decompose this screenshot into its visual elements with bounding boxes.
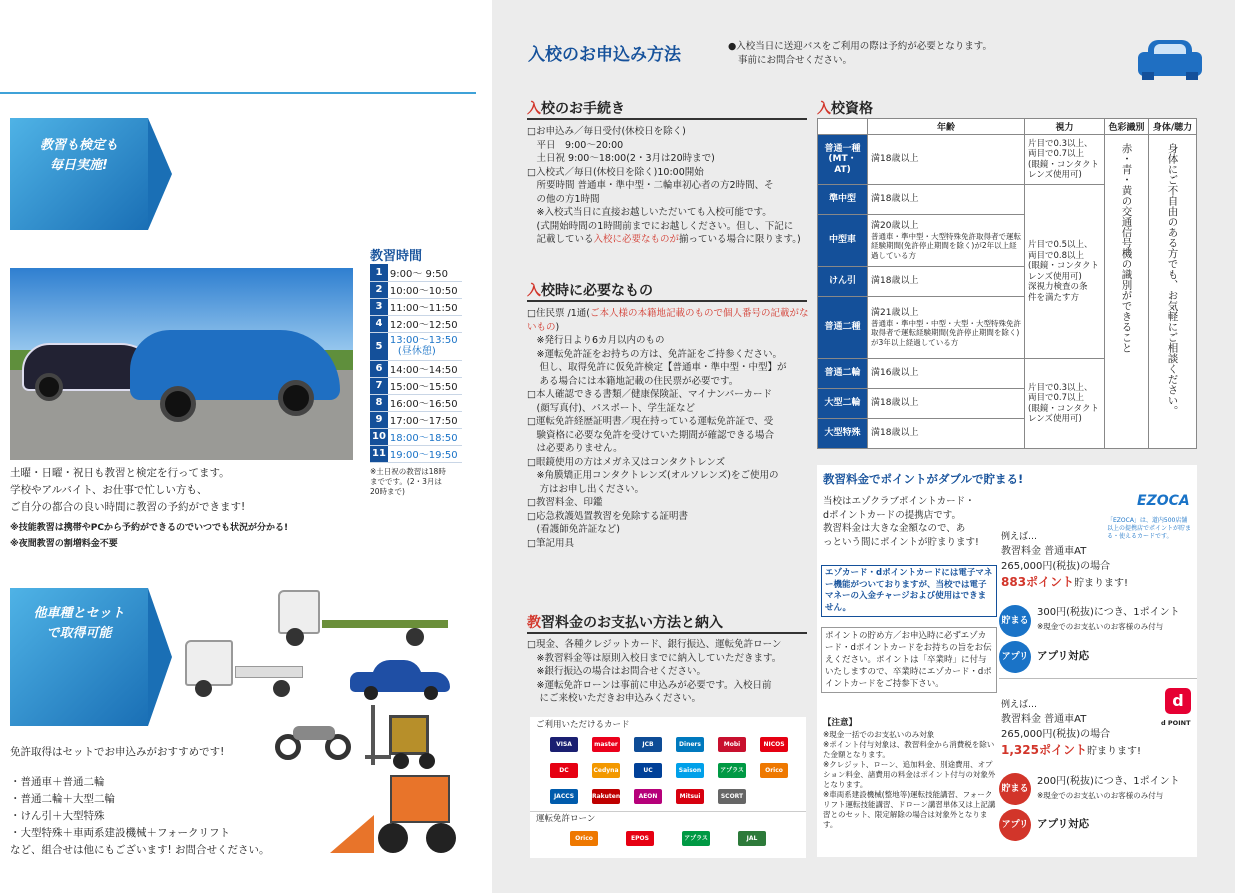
example-label: 例えば… <box>1001 532 1038 542</box>
vision-requirement: 片目で0.5以上、 両目で0.8以上 (眼鏡・コンタクト レンズ使用可) 深視力検査の条 件を満たす方 <box>1025 185 1105 359</box>
section-title-requirements <box>527 280 653 300</box>
text-line: 土日祝 9:00～18:00(2・3月は20時まで) <box>527 153 715 164</box>
points-tail: 貯まります! <box>1074 578 1129 589</box>
text-line: 平日 9:00～20:00 <box>527 139 624 151</box>
license-type: 普通二種 <box>818 297 868 359</box>
license-type: けん引 <box>818 267 868 297</box>
highlight-text: ご本人様の本籍地記載のもので個人番号の記載がないもの <box>527 308 809 333</box>
points-title: 教習料金でポイントがダブルで貯まる! <box>823 472 1024 486</box>
motorcycle-icon <box>275 712 353 762</box>
text-line: (式開始時間の1時間前までにお越しください。但し、下記に <box>527 220 794 232</box>
points-intro: 当校はエゾクラブポイントカード・ dポイントカードの提携店です。 教習料金は大きな金額なので、あ っという間にポイントが貯まります! <box>823 496 979 548</box>
car-icon <box>1138 40 1202 80</box>
section-title-procedure <box>527 98 625 118</box>
text-line: の他の方1時間 <box>527 193 600 205</box>
text-line: □お申込み／毎日受付(休校日を除く) <box>527 126 686 137</box>
column-header: 色彩識別 <box>1105 119 1149 135</box>
text-line: 所要時間 普通車・準中型・二輪車初心者の方2時間、そ <box>527 180 774 191</box>
small-truck-icon <box>185 640 303 698</box>
text-line: □応急救護処置教習を免除する証明書 <box>527 510 688 522</box>
set-item: ・普通車＋普通二輪 <box>10 776 105 788</box>
text-line: □眼鏡使用の方はメガネ又はコンタクトレンズ <box>527 456 726 468</box>
text-line: □入校式／毎日(休校日を除く)10:00開始 <box>527 166 704 178</box>
period-number: 8 <box>370 394 388 411</box>
text-line: ※運転免許ローンは事前に申込みが必要です。入校日前 <box>527 679 772 691</box>
aeon-icon: AEON <box>634 789 662 804</box>
saison-icon: Saison <box>676 763 704 778</box>
visa-icon: VISA <box>550 737 578 752</box>
period-number: 3 <box>370 298 388 315</box>
text-line: 記載している <box>527 234 594 245</box>
points-warning: エゾカード・dポイントカードには電子マネー機能がついておりますが、当校では電子マネーの入金チャージおよび使用はできません。 <box>821 565 997 617</box>
left-page <box>0 0 492 893</box>
card-panel <box>530 717 806 858</box>
age-requirement: 満21歳以上 <box>871 308 919 318</box>
save-badge: 貯まる <box>999 773 1031 805</box>
table-row <box>370 281 462 298</box>
timetable <box>370 264 462 463</box>
license-type: 普通二輪 <box>818 359 868 389</box>
text-line: 験資格に必要な免許を受けていた期間が確認できる場合 <box>527 429 775 441</box>
point-rule-note: ※現金でのお支払いのお客様のみ付与 <box>1037 791 1164 800</box>
app-support: アプリ対応 <box>1037 818 1090 830</box>
title-initial: 入 <box>817 101 831 117</box>
divider <box>0 92 476 94</box>
points-amount: 883ポイント <box>1001 575 1075 589</box>
mastercard-icon: master <box>592 737 620 752</box>
chevron-shape <box>148 118 172 230</box>
orico-icon: Orico <box>760 763 788 778</box>
desc-line: ご自分の都合の良い時間に教習の予約ができます! <box>10 501 246 513</box>
diners-icon: Diners <box>676 737 704 752</box>
set-tail: など、組合せは他にもございます! お問合せください。 <box>10 844 270 856</box>
period-time: 11:00～11:50 <box>388 298 462 315</box>
license-type: 大型特殊 <box>818 419 868 449</box>
period-number: 10 <box>370 428 388 445</box>
example-course: 教習料金 普通車AT <box>1001 546 1087 557</box>
age-requirement: 満18歳以上 <box>868 135 1025 185</box>
rakuten-icon: Rakuten <box>592 789 620 804</box>
table-row <box>370 332 462 360</box>
table-row <box>370 264 462 281</box>
loan-title: 運転免許ローン <box>536 814 596 824</box>
jaccs-icon: JACCS <box>550 789 578 804</box>
table-row <box>370 377 462 394</box>
text-line: (看護師免許証など) <box>527 524 620 535</box>
period-time: 12:00～12:50 <box>388 315 462 332</box>
set-title: 免許取得はセットでお申込みがおすすめです! <box>10 746 225 758</box>
chevron-shape <box>148 588 172 726</box>
period-number: 6 <box>370 360 388 377</box>
age-detail: 普通車・準中型・大型特殊免許取得者で運転経験期間(免許停止期間を除く)が2年以上経過している方 <box>871 231 1021 260</box>
timetable-title: 教習時間 <box>370 249 423 264</box>
banner-set-text: 他車種とセット で取得可能 <box>33 606 125 641</box>
section-title-fee <box>527 612 723 632</box>
text-line: □現金、各種クレジットカード、銀行振込、運転免許ローン <box>527 639 782 650</box>
period-time: 15:00～15:50 <box>388 377 462 394</box>
cedyna-icon: Cedyna <box>592 763 620 778</box>
app-support: アプリ対応 <box>1037 650 1090 662</box>
text-line: □教習料金、印鑑 <box>527 497 603 508</box>
divider <box>530 811 806 812</box>
period-time: 16:00～16:50 <box>388 394 462 411</box>
table-row <box>370 428 462 445</box>
fee-text <box>527 638 809 706</box>
vision-requirement: 片目で0.3以上、 両目で0.7以上 (眼鏡・コンタクト レンズ使用可) <box>1025 359 1105 449</box>
text-line: ※発行日より6カ月以内のもの <box>527 335 665 346</box>
title-rest: 校のお手続き <box>541 101 625 117</box>
desc-line: 土曜・日曜・祝日も教習と検定を行ってます。 <box>10 467 230 479</box>
age-requirement: 満16歳以上 <box>868 359 1025 389</box>
section-title-qualification <box>817 98 873 118</box>
license-type: 準中型 <box>818 185 868 215</box>
text-line: ※入校式当日に直接お越しいただいても入校可能です。 <box>527 207 772 218</box>
divider <box>527 118 807 120</box>
timetable-note: ※土日祝の教習は18時 までです。(2・3月は 20時まで) <box>370 467 446 496</box>
divider <box>527 300 807 302</box>
ezoca-logo: EZOCA <box>1137 493 1190 509</box>
text-line: □住民票 /1通( <box>527 308 590 319</box>
period-time: 17:00～17:50 <box>388 411 462 428</box>
points-notes: ※現金一括でのお支払いのみ対象 ※ポイント付与対象は、教習料金から消費税を除いた金額となります。 ※クレジット、ローン、追加料金、別途費用、オプション料金、諸費用の料金はポイント付与の対象外となります。 ※車両系建設機械(整地等)運転技能講習、フォークリフト運転技能講習、ドローン講習単体又は上記講習とのセット、限定解除の場合は対象外となります。 <box>823 730 996 829</box>
point-rule: 300円(税抜)につき、1ポイント <box>1037 607 1180 618</box>
title-initial: 教 <box>527 615 541 631</box>
procedure-text <box>527 125 807 247</box>
ezoca-caption: 「EZOCA」は、道内500店舗以上の提携店でポイントが貯まる・使えるカードです。 <box>1107 517 1192 540</box>
points-note-title: 【注意】 <box>823 718 858 728</box>
mobi-icon: Mobi <box>718 737 746 752</box>
points-amount: 1,325ポイント <box>1001 743 1087 757</box>
period-time: 18:00～18:50 <box>388 428 462 445</box>
text-line: にご来校いただきお申込みください。 <box>527 693 702 704</box>
text-line: 方はお申し出ください。 <box>527 483 645 495</box>
table-row <box>370 315 462 332</box>
divider <box>999 678 1197 679</box>
forklift-icon <box>365 705 445 769</box>
scort-icon: SCORT <box>718 789 746 804</box>
desc-line: 学校やアルバイト、お仕事で忙しい方も、 <box>10 484 208 496</box>
title-rest: 校資格 <box>831 101 873 117</box>
save-badge: 貯まる <box>999 605 1031 637</box>
column-header: 視力 <box>1025 119 1105 135</box>
note-line: ※技能教習は携帯やPCから予約ができるのでいつでも状況が分かる! <box>10 523 289 533</box>
page-title: 入校のお申込み方法 <box>528 45 681 65</box>
text-line: ※角膜矯正用コンタクトレンズ(オルソレンズ)をご使用の <box>527 470 779 481</box>
body-requirement: 身体にご不自由のある方でも、お気軽にご相談ください。 <box>1166 143 1179 416</box>
banner-daily <box>10 118 148 230</box>
column-header: 年齢 <box>868 119 1025 135</box>
period-number: 2 <box>370 281 388 298</box>
age-requirement: 満18歳以上 <box>868 267 1025 297</box>
dpoint-icon: d <box>1165 688 1191 714</box>
period-number: 7 <box>370 377 388 394</box>
text-line: □本人確認できる書類／健康保険証、マイナンバーカード <box>527 389 772 400</box>
example-label: 例えば… <box>1001 700 1038 710</box>
text-line: (顔写真付)、パスポート、学生証など <box>527 402 696 414</box>
cards-title: ご利用いただけるカード <box>536 720 630 730</box>
age-requirement: 満20歳以上 <box>871 221 919 231</box>
vision-requirement: 片目で0.3以上、 両目で0.7以上 (眼鏡・コンタクト レンズ使用可) <box>1025 135 1105 185</box>
period-number: 5 <box>370 332 388 360</box>
points-panel <box>817 465 1197 857</box>
table-row <box>370 445 462 462</box>
table-row <box>370 394 462 411</box>
points-how: ポイントの貯め方／お申込時に必ずエゾカード・dポイントカードをお持ちの旨をお伝えください。ポイントは「卒業時」に付与いたしますので、卒業時にエゾカード・dポイントカードをご持参下さい。 <box>821 627 997 693</box>
note-line: ※夜間教習の割増料金不要 <box>10 539 118 549</box>
title-initial: 入 <box>527 283 541 299</box>
title-rest: 習料金のお支払い方法と納入 <box>541 615 723 631</box>
text-line: ある場合には本籍地記載の住民票が必要です。 <box>527 375 739 387</box>
jcb-icon: JCB <box>634 737 662 752</box>
dpoint-logo: d POINT <box>1161 719 1191 727</box>
jal-icon: JAL <box>738 831 766 846</box>
table-row <box>370 411 462 428</box>
period-number: 11 <box>370 445 388 462</box>
period-number: 1 <box>370 264 388 281</box>
sedan-icon <box>350 658 450 700</box>
lunch-break: (昼休憩) <box>397 346 436 357</box>
age-detail: 普通車・準中型・中型・大型・大型特殊免許取得者で運転経験期間(免許停止期間を除く)が3年以上経過している方 <box>871 318 1021 347</box>
requirements-text <box>527 307 809 550</box>
nicos-icon: NICOS <box>760 737 788 752</box>
banner-daily-text: 教習も検定も 毎日実施! <box>39 138 118 173</box>
table-row <box>370 298 462 315</box>
license-type: 普通一種 (MT・AT) <box>818 135 868 185</box>
period-time: 19:00～19:50 <box>388 445 462 462</box>
banner-set <box>10 588 148 726</box>
points-tail: 貯まります! <box>1086 746 1141 757</box>
text-line: ) <box>555 321 560 333</box>
app-badge: アプリ <box>999 809 1031 841</box>
age-requirement: 満18歳以上 <box>868 185 1025 215</box>
example-course: 教習料金 普通車AT <box>1001 714 1087 725</box>
table-header-row <box>818 119 1197 135</box>
title-note: 事前にお問合せください。 <box>738 55 853 66</box>
wheel-loader-icon <box>330 775 460 857</box>
mitsui-icon: Mitsui <box>676 789 704 804</box>
title-note: ●入校当日に送迎バスをご利用の際は予約が必要となります。 <box>728 41 993 52</box>
epos-icon: EPOS <box>626 831 654 846</box>
age-requirement: 満18歳以上 <box>868 389 1025 419</box>
text-line: ※銀行振込の場合はお問合せください。 <box>527 666 706 677</box>
set-item: ・大型特殊＋車両系建設機械＋フォークリフト <box>10 827 230 839</box>
text-line: 但し、取得免許に仮免許検定【普通車・準中型・中型】が <box>527 362 787 373</box>
uc-icon: UC <box>634 763 662 778</box>
orico-loan-icon: Orico <box>570 831 598 846</box>
aplus-loan-icon: アプラス <box>682 831 710 846</box>
car-photo <box>10 268 353 460</box>
divider <box>527 632 807 634</box>
dc-icon: DC <box>550 763 578 778</box>
truck-icon <box>278 590 448 648</box>
license-type: 大型二輪 <box>818 389 868 419</box>
highlight-text: 入校に必要なものが <box>593 234 680 245</box>
example-price: 265,000円(税抜)の場合 <box>1001 729 1111 740</box>
app-badge: アプリ <box>999 641 1031 673</box>
qualification-table <box>817 118 1197 449</box>
text-line: は必要ありません。 <box>527 443 623 454</box>
table-row <box>370 360 462 377</box>
column-header: 身体/聴力 <box>1149 119 1197 135</box>
color-requirement: 赤・青・黄の交通信号機の識別ができること <box>1120 143 1133 353</box>
example-price: 265,000円(税抜)の場合 <box>1001 561 1111 572</box>
period-time: 9:00～ 9:50 <box>388 264 462 281</box>
title-initial: 入 <box>527 101 541 117</box>
period-time: 10:00～10:50 <box>388 281 462 298</box>
age-requirement: 満18歳以上 <box>868 419 1025 449</box>
text-line: ※運転免許証をお持ちの方は、免許証をご持参ください。 <box>527 348 782 360</box>
text-line: 揃っている場合に限ります。) <box>679 234 801 245</box>
period-time: 13:00～13:50 <box>389 335 458 346</box>
period-time: 14:00～14:50 <box>388 360 462 377</box>
period-number: 4 <box>370 315 388 332</box>
point-rule-note: ※現金でのお支払いのお客様のみ付与 <box>1037 622 1164 631</box>
set-item: ・けん引＋大型特殊 <box>10 810 105 822</box>
text-line: □筆記用具 <box>527 537 574 549</box>
license-type: 中型車 <box>818 215 868 267</box>
text-line: □運転免許経歴証明書／現在持っている運転免許証で、受 <box>527 416 774 427</box>
table-row <box>818 135 1197 185</box>
text-line: ※教習料金等は原則入校日までに納入していただきます。 <box>527 652 782 664</box>
period-number: 9 <box>370 411 388 428</box>
point-rule: 200円(税抜)につき、1ポイント <box>1037 776 1180 787</box>
set-item: ・普通二輪＋大型二輪 <box>10 793 115 805</box>
title-rest: 校時に必要なもの <box>541 283 653 299</box>
aplus-icon: アプラス <box>718 763 746 778</box>
